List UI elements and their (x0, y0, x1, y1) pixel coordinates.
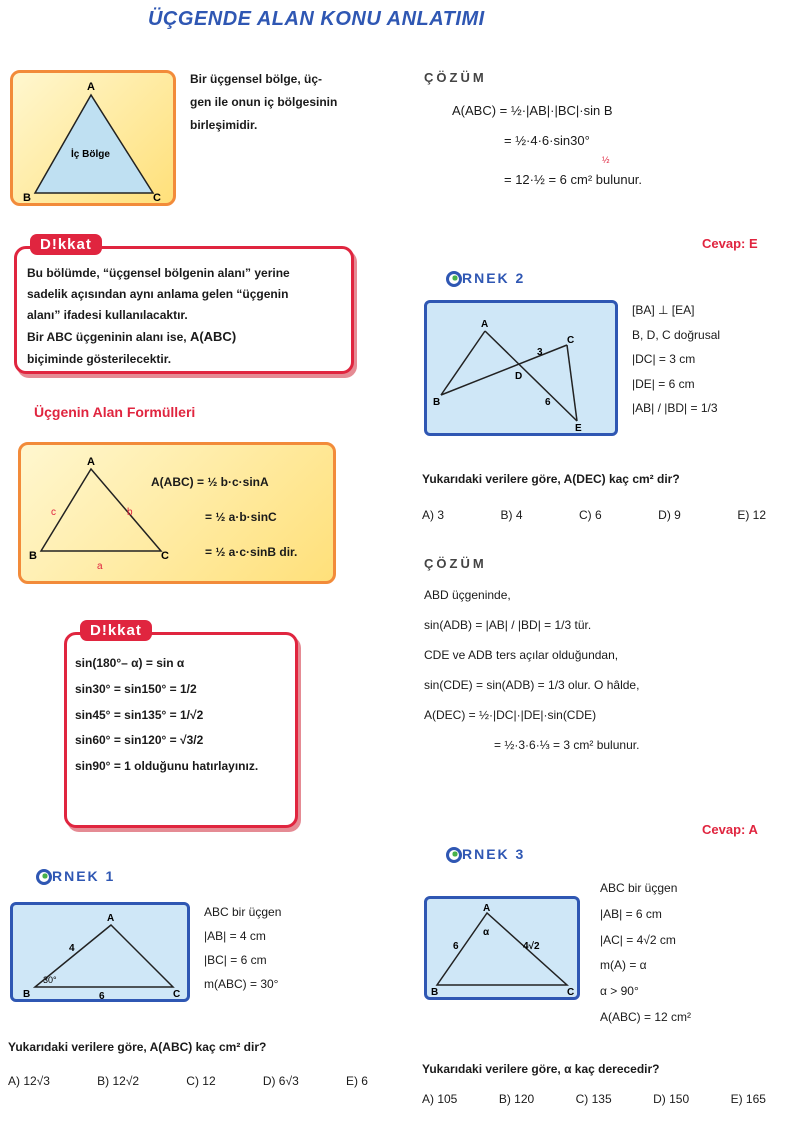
svg-text:D: D (515, 371, 523, 382)
svg-text:B: B (29, 550, 37, 562)
cozum-2-answer: Cevap: A (702, 822, 758, 837)
ornek-3-triangle (427, 899, 579, 999)
label-c: C (153, 192, 161, 204)
formula-1: A(ABC) = ½ b·c·sinA (151, 475, 269, 489)
svg-text:B: B (433, 397, 441, 408)
page-title: ÜÇGENDE ALAN KONU ANLATIMI (148, 8, 485, 30)
ornek-2-question: Yukarıdaki verilere göre, A(DEC) kaç cm² dir? (422, 472, 680, 486)
cozum-1-body: A(ABC) = ½·|AB|·|BC|·sin B = ½·4·6·sin30° ½ = 12·½ = 6 cm² bulunur. (452, 103, 643, 187)
svg-text:C: C (567, 987, 575, 998)
option-d[interactable]: D) 6√3 (262, 1074, 299, 1088)
option-a[interactable]: A) 105 (422, 1092, 458, 1106)
formula-box (18, 442, 336, 584)
svg-text:E: E (575, 423, 582, 434)
ornek-3-figure (424, 896, 580, 1000)
trig-line-4: sin60° = sin120° = √3/2 (75, 733, 204, 748)
label-b: B (23, 192, 31, 204)
ornek-1-triangle (13, 905, 189, 1001)
ornek-2-triangle (427, 303, 617, 435)
svg-text:30°: 30° (43, 975, 57, 985)
svg-text:B: B (431, 987, 439, 998)
trig-line-1: sin(180°– α) = sin α (75, 656, 185, 670)
ornek-o-icon (36, 869, 52, 885)
option-d[interactable]: D) 9 (658, 508, 681, 522)
ornek-3-head: RNEK 3 (446, 846, 525, 863)
ornek-2-figure (424, 300, 618, 436)
ornek-1-head: RNEK 1 (36, 868, 115, 885)
notation: A(ABC) (189, 329, 237, 344)
svg-text:c: c (51, 507, 56, 518)
svg-text:α: α (483, 927, 490, 938)
ornek-2-options (422, 508, 766, 522)
svg-text:B: B (23, 989, 31, 1000)
ornek-2-given: [BA] ⊥ [EA] B, D, C doğrusal |DC| = 3 cm |DE| = 6 cm |AB| / |BD| = 1/3 (632, 303, 721, 416)
svg-text:4: 4 (69, 943, 75, 954)
trig-line-5: sin90° = 1 olduğunu hatırlayınız. (75, 759, 259, 774)
svg-text:A: A (87, 456, 95, 468)
svg-text:b: b (127, 507, 133, 518)
ornek-3-given: ABC bir üçgen |AB| = 6 cm |AC| = 4√2 cm m(A) = α α > 90° A(ABC) = 12 cm² (600, 881, 692, 1024)
svg-text:4√2: 4√2 (523, 941, 540, 952)
option-b[interactable]: B) 12√2 (97, 1074, 140, 1088)
option-e[interactable]: E) 165 (730, 1092, 766, 1106)
cozum-1-answer: Cevap: E (702, 236, 758, 251)
ornek-1-figure (10, 902, 190, 1002)
svg-text:6: 6 (545, 397, 551, 408)
dikkat-tag-1: D!kkat (30, 234, 102, 255)
ornek-3-question: Yukarıdaki verilere göre, α kaç derecedir? (422, 1062, 660, 1076)
formula-triangle (25, 451, 169, 581)
formula-3: = ½ a·c·sinB dir. (205, 544, 298, 559)
dikkat-tag-2: D!kkat (80, 620, 152, 641)
trig-line-3: sin45° = sin135° = 1/√2 (75, 707, 204, 722)
ornek-1-given: ABC bir üçgen |AB| = 4 cm |BC| = 6 cm m(ABC) = 30° (204, 905, 282, 991)
ornek-1-options (8, 1074, 368, 1088)
trig-line-2: sin30° = sin150° = 1/2 (75, 681, 197, 696)
svg-text:6: 6 (99, 991, 105, 1002)
ornek-1-question: Yukarıdaki verilere göre, A(ABC) kaç cm² dir? (8, 1040, 267, 1054)
dikkat-box-2 (64, 632, 298, 828)
svg-text:C: C (161, 550, 169, 562)
label-ic-bolge: İç Bölge (71, 149, 110, 160)
label-a: A (87, 81, 95, 93)
cozum-2-head: ÇÖZÜM (424, 556, 487, 571)
option-b[interactable]: B) 4 (500, 508, 523, 522)
option-c[interactable]: C) 135 (575, 1092, 612, 1106)
ornek-3-options (422, 1092, 766, 1106)
intro-figure (10, 70, 176, 206)
svg-text:C: C (173, 989, 181, 1000)
svg-text:a: a (97, 561, 103, 572)
dikkat-box-1: Bu bölümde, “üçgensel bölgenin alanı” yerine sadelik açısından aynı anlama gelen “üçgenin alanı” ifadesi kullanılacaktır. Bir ABC üçgeninin alanı ise, A(ABC) biçiminde gösterilecektir. (14, 246, 354, 374)
option-b[interactable]: B) 120 (498, 1092, 535, 1106)
svg-text:3: 3 (537, 347, 543, 358)
intro-text: Bir üçgensel bölge, üç- gen ile onun iç bölgesinin birleşimidir. (190, 72, 338, 132)
svg-text:C: C (567, 335, 575, 346)
svg-text:6: 6 (453, 941, 459, 952)
option-d[interactable]: D) 150 (653, 1092, 690, 1106)
option-a[interactable]: A) 12√3 (8, 1074, 50, 1088)
ornek-o-icon (446, 847, 462, 863)
option-a[interactable]: A) 3 (422, 508, 445, 522)
option-e[interactable]: E) 6 (345, 1074, 368, 1088)
ornek-2-head: RNEK 2 (446, 270, 525, 287)
svg-text:A: A (107, 913, 115, 924)
option-e[interactable]: E) 12 (737, 508, 766, 522)
intro-triangle (13, 73, 173, 203)
svg-text:A: A (481, 319, 489, 330)
formula-2: = ½ a·b·sinC (205, 509, 277, 524)
option-c[interactable]: C) 6 (579, 508, 602, 522)
formulas-heading: Üçgenin Alan Formülleri (34, 404, 196, 420)
ornek-o-icon (446, 271, 462, 287)
cozum-2-body: ABD üçgeninde, sin(ADB) = |AB| / |BD| = 1/3 tür. CDE ve ADB ters açılar olduğundan, sin(CDE) = sin(ADB) = 1/3 olur. O hâlde, A(DEC) = ½·|DC|·|DE|·sin(CDE) = ½·3·6·⅓ = 3 cm² bulunur. (424, 588, 640, 752)
svg-text:A: A (483, 903, 491, 914)
option-c[interactable]: C) 12 (186, 1074, 216, 1088)
cozum-1-head: ÇÖZÜM (424, 70, 487, 85)
